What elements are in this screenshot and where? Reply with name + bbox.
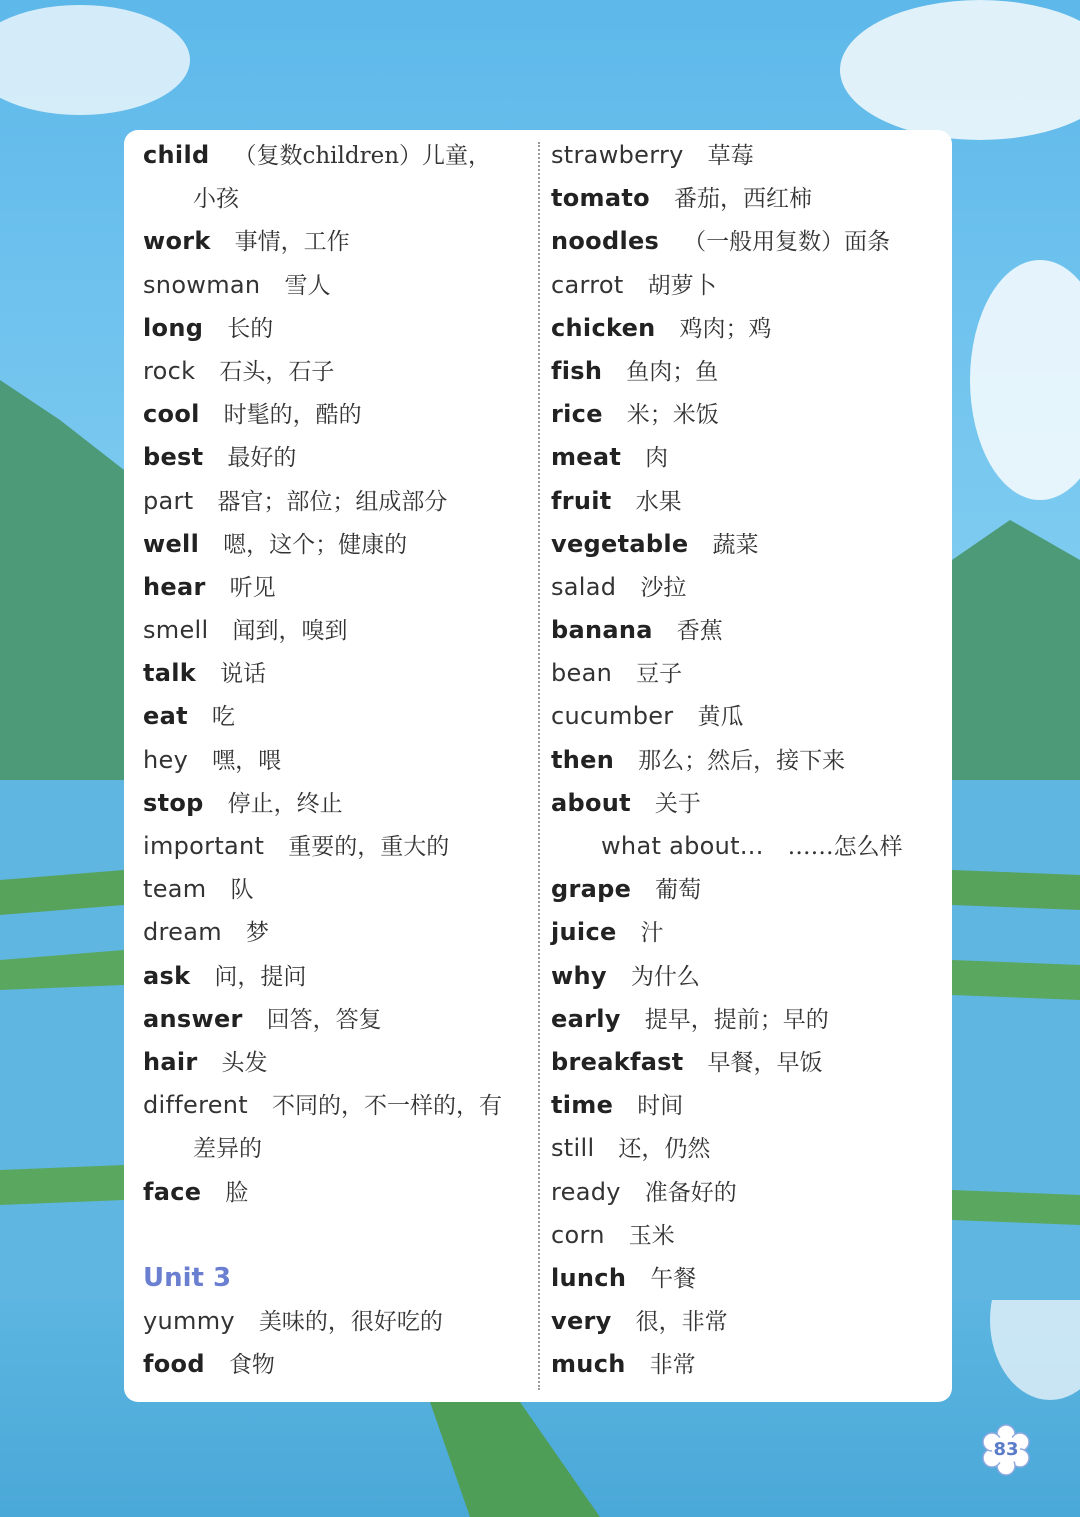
definition-cn: 沙拉 [640,574,687,601]
definition-cn: 器官；部位；组成部分 [217,488,448,515]
definition-cn: 番茄，西红柿 [673,186,812,213]
vocab-entry [551,1343,946,1386]
vocab-entry [551,1127,946,1170]
definition-cn: 小孩 [193,186,239,213]
vocab-word: rock [143,356,196,385]
definition-cn: ……怎么样 [787,834,903,860]
vocab-entry [143,825,528,868]
vocab-entry [143,955,528,998]
vocab-entry [551,652,946,695]
vocab-entry [143,739,528,782]
vocab-entry [143,782,528,825]
vocab-entry [551,350,946,393]
vocab-entry [551,1300,946,1343]
vocab-word: rice [551,400,603,429]
definition-cn: 雪人 [284,272,331,299]
page-number: 83 [993,1439,1019,1460]
vocab-word: child [143,141,210,169]
vocab-word: food [143,1350,205,1379]
vocab-entry [551,177,946,220]
vocab-word: meat [551,443,622,472]
definition-cn: （复数children）儿童， [233,143,492,169]
vocab-word: smell [143,616,209,645]
vocab-entry [551,307,946,350]
definition-cn: 不同的，不一样的，有 [272,1093,502,1120]
definition-cn: 鸡肉；鸡 [679,315,772,342]
definition-cn: 嗯，这个；健康的 [223,531,408,558]
vocab-word: dream [143,918,222,947]
definition-cn: 头发 [221,1049,268,1076]
definition-cn: 美味的，很好吃的 [258,1309,443,1336]
vocab-word: yummy [143,1307,235,1336]
vocab-word: grape [551,875,632,904]
vocab-word: strawberry [551,141,684,169]
definition-cn: 关于 [654,790,701,817]
definition-cn: 非常 [649,1352,696,1379]
vocab-entry [551,1084,946,1127]
grass-patch [952,960,1080,1000]
lake [0,780,124,1300]
vocab-word: well [143,529,200,558]
vocab-word: long [143,313,204,342]
vocab-entry [551,1257,946,1300]
vocab-word: carrot [551,270,624,299]
definition-cn: 长的 [227,315,274,342]
vocab-entry [143,868,528,911]
vocab-entry [551,1041,946,1084]
vocab-entry [551,523,946,566]
vocab-entry [143,652,528,695]
vocab-entry [143,998,528,1041]
definition-cn: 那么；然后，接下来 [638,747,846,774]
definition-cn: 吃 [211,704,235,731]
definition-cn: 问，提问 [214,963,307,990]
definition-cn: 嘿，喂 [212,747,282,774]
vocab-entry [143,220,528,263]
vocab-word: corn [551,1220,605,1249]
vocab-entry [551,955,946,998]
vocab-word: eat [143,702,188,731]
vocab-entry [143,307,528,350]
definition-cn: 豆子 [636,661,683,688]
vocab-word: vegetable [551,529,689,558]
vocab-entry [551,480,946,523]
vocab-entry [143,1343,528,1386]
vocab-entry [551,1214,946,1257]
definition-cn: 梦 [245,920,269,947]
vocab-entry [143,695,528,738]
vocab-word: cucumber [551,702,674,731]
vocab-entry [143,436,528,479]
vocab-entry [551,998,946,1041]
vocab-word: lunch [551,1263,627,1292]
definition-cn: 队 [230,877,254,904]
vocab-entry [143,566,528,609]
right-column [551,134,946,1386]
vocab-entry [143,350,528,393]
vocab-entry [551,134,946,177]
definition-cn: 鱼肉；鱼 [626,358,719,385]
definition-cn: 最好的 [227,445,297,472]
vocab-entry [143,911,528,954]
vocab-word: chicken [551,313,656,342]
vocab-entry [551,739,946,782]
vocab-word: different [143,1091,248,1120]
vocab-word: tomato [551,184,650,213]
vocab-word: fish [551,356,603,385]
vocab-word: important [143,832,265,860]
definition-cn: 胡萝卜 [647,272,717,299]
definition-cn: （一般用复数）面条 [683,229,891,256]
definition-cn: 重要的，重大的 [288,834,450,860]
vocab-word: work [143,227,211,256]
vocab-entry [551,868,946,911]
vocab-entry [143,609,528,652]
definition-cn: 说话 [220,661,267,688]
vocab-word: banana [551,616,653,645]
definition-continuation [143,177,528,220]
definition-cn: 黄瓜 [697,704,744,731]
vocab-word: very [551,1307,612,1336]
definition-cn: 葡萄 [655,877,702,904]
vocab-word: cool [143,400,200,429]
vocab-entry [551,695,946,738]
vocab-word: best [143,443,204,472]
vocab-entry [551,782,946,825]
vocab-entry [143,1300,528,1343]
unit-heading [143,1257,528,1300]
spacer [143,1214,528,1257]
cloud [970,260,1080,500]
vocab-word: team [143,875,207,904]
definition-cn: 差异的 [193,1136,262,1163]
definition-cn: 香蕉 [676,618,723,645]
unit-title: Unit 3 [143,1262,232,1293]
cloud [840,0,1080,140]
definition-cn: 事情，工作 [234,229,350,256]
column-divider [538,142,540,1390]
vocab-word: about [551,788,631,817]
vocab-word: bean [551,659,613,688]
grass-patch [952,1190,1080,1225]
definition-cn: 米；米饭 [626,402,719,429]
vocab-word: part [143,486,194,515]
definition-cn: 午餐 [650,1265,697,1292]
vocab-word: juice [551,918,617,947]
mountain-left [0,380,124,780]
definition-cn: 为什么 [630,963,700,990]
vocab-entry [551,825,946,868]
vocab-entry [143,264,528,307]
vocab-entry [143,134,528,177]
vocab-word: answer [143,1004,243,1033]
definition-continuation [143,1127,528,1170]
vocab-word: why [551,961,607,990]
vocab-word: hair [143,1047,198,1076]
vocab-entry [143,480,528,523]
vocab-word: fruit [551,486,612,515]
vocab-entry [551,1171,946,1214]
definition-cn: 还，仍然 [618,1136,711,1163]
vocab-word: snowman [143,270,261,299]
definition-cn: 回答，答复 [266,1006,382,1033]
vocab-entry [551,609,946,652]
vocab-word: ask [143,961,191,990]
vocab-entry [551,393,946,436]
cloud [0,5,190,115]
vocab-entry [143,1171,528,1214]
vocab-word: what about... [601,832,764,860]
grass-patch [952,870,1080,910]
definition-cn: 石头，石子 [219,358,335,385]
definition-cn: 肉 [645,445,669,472]
vocab-word: ready [551,1177,621,1206]
vocab-word: then [551,745,615,774]
definition-cn: 蔬菜 [712,531,759,558]
definition-cn: 汁 [640,920,664,947]
vocab-word: breakfast [551,1047,684,1076]
definition-cn: 提早，提前；早的 [644,1006,829,1033]
definition-cn: 闻到，嗅到 [232,618,348,645]
vocab-word: time [551,1091,614,1120]
vocab-entry [143,1084,528,1127]
vocab-entry [143,393,528,436]
vocab-entry [143,1041,528,1084]
vocab-word: hear [143,572,206,601]
vocab-word: salad [551,572,617,601]
definition-cn: 时间 [637,1093,684,1120]
vocab-word: stop [143,788,204,817]
mountain-right [952,520,1080,780]
definition-cn: 水果 [635,488,682,515]
vocab-word: early [551,1004,621,1033]
definition-cn: 时髦的，酷的 [223,402,362,429]
definition-cn: 草莓 [707,143,754,169]
vocab-word: much [551,1350,626,1379]
vocab-entry [551,220,946,263]
vocab-entry [143,523,528,566]
vocab-entry [551,436,946,479]
vocab-entry [551,911,946,954]
definition-cn: 准备好的 [644,1179,737,1206]
definition-cn: 早餐，早饭 [707,1049,823,1076]
definition-cn: 脸 [225,1179,249,1206]
vocab-word: talk [143,659,197,688]
grass-patch [0,1165,124,1205]
definition-cn: 玉米 [628,1222,675,1249]
definition-cn: 很，非常 [635,1309,728,1336]
vocab-entry [551,264,946,307]
vocab-word: face [143,1177,202,1206]
vocab-entry [551,566,946,609]
vocab-word: noodles [551,227,660,256]
definition-cn: 食物 [228,1352,275,1379]
vocab-word: hey [143,745,189,774]
definition-cn: 听见 [229,574,276,601]
left-column [143,134,528,1386]
grass-path [430,1402,600,1517]
vocab-word: still [551,1134,595,1163]
definition-cn: 停止，终止 [227,790,343,817]
